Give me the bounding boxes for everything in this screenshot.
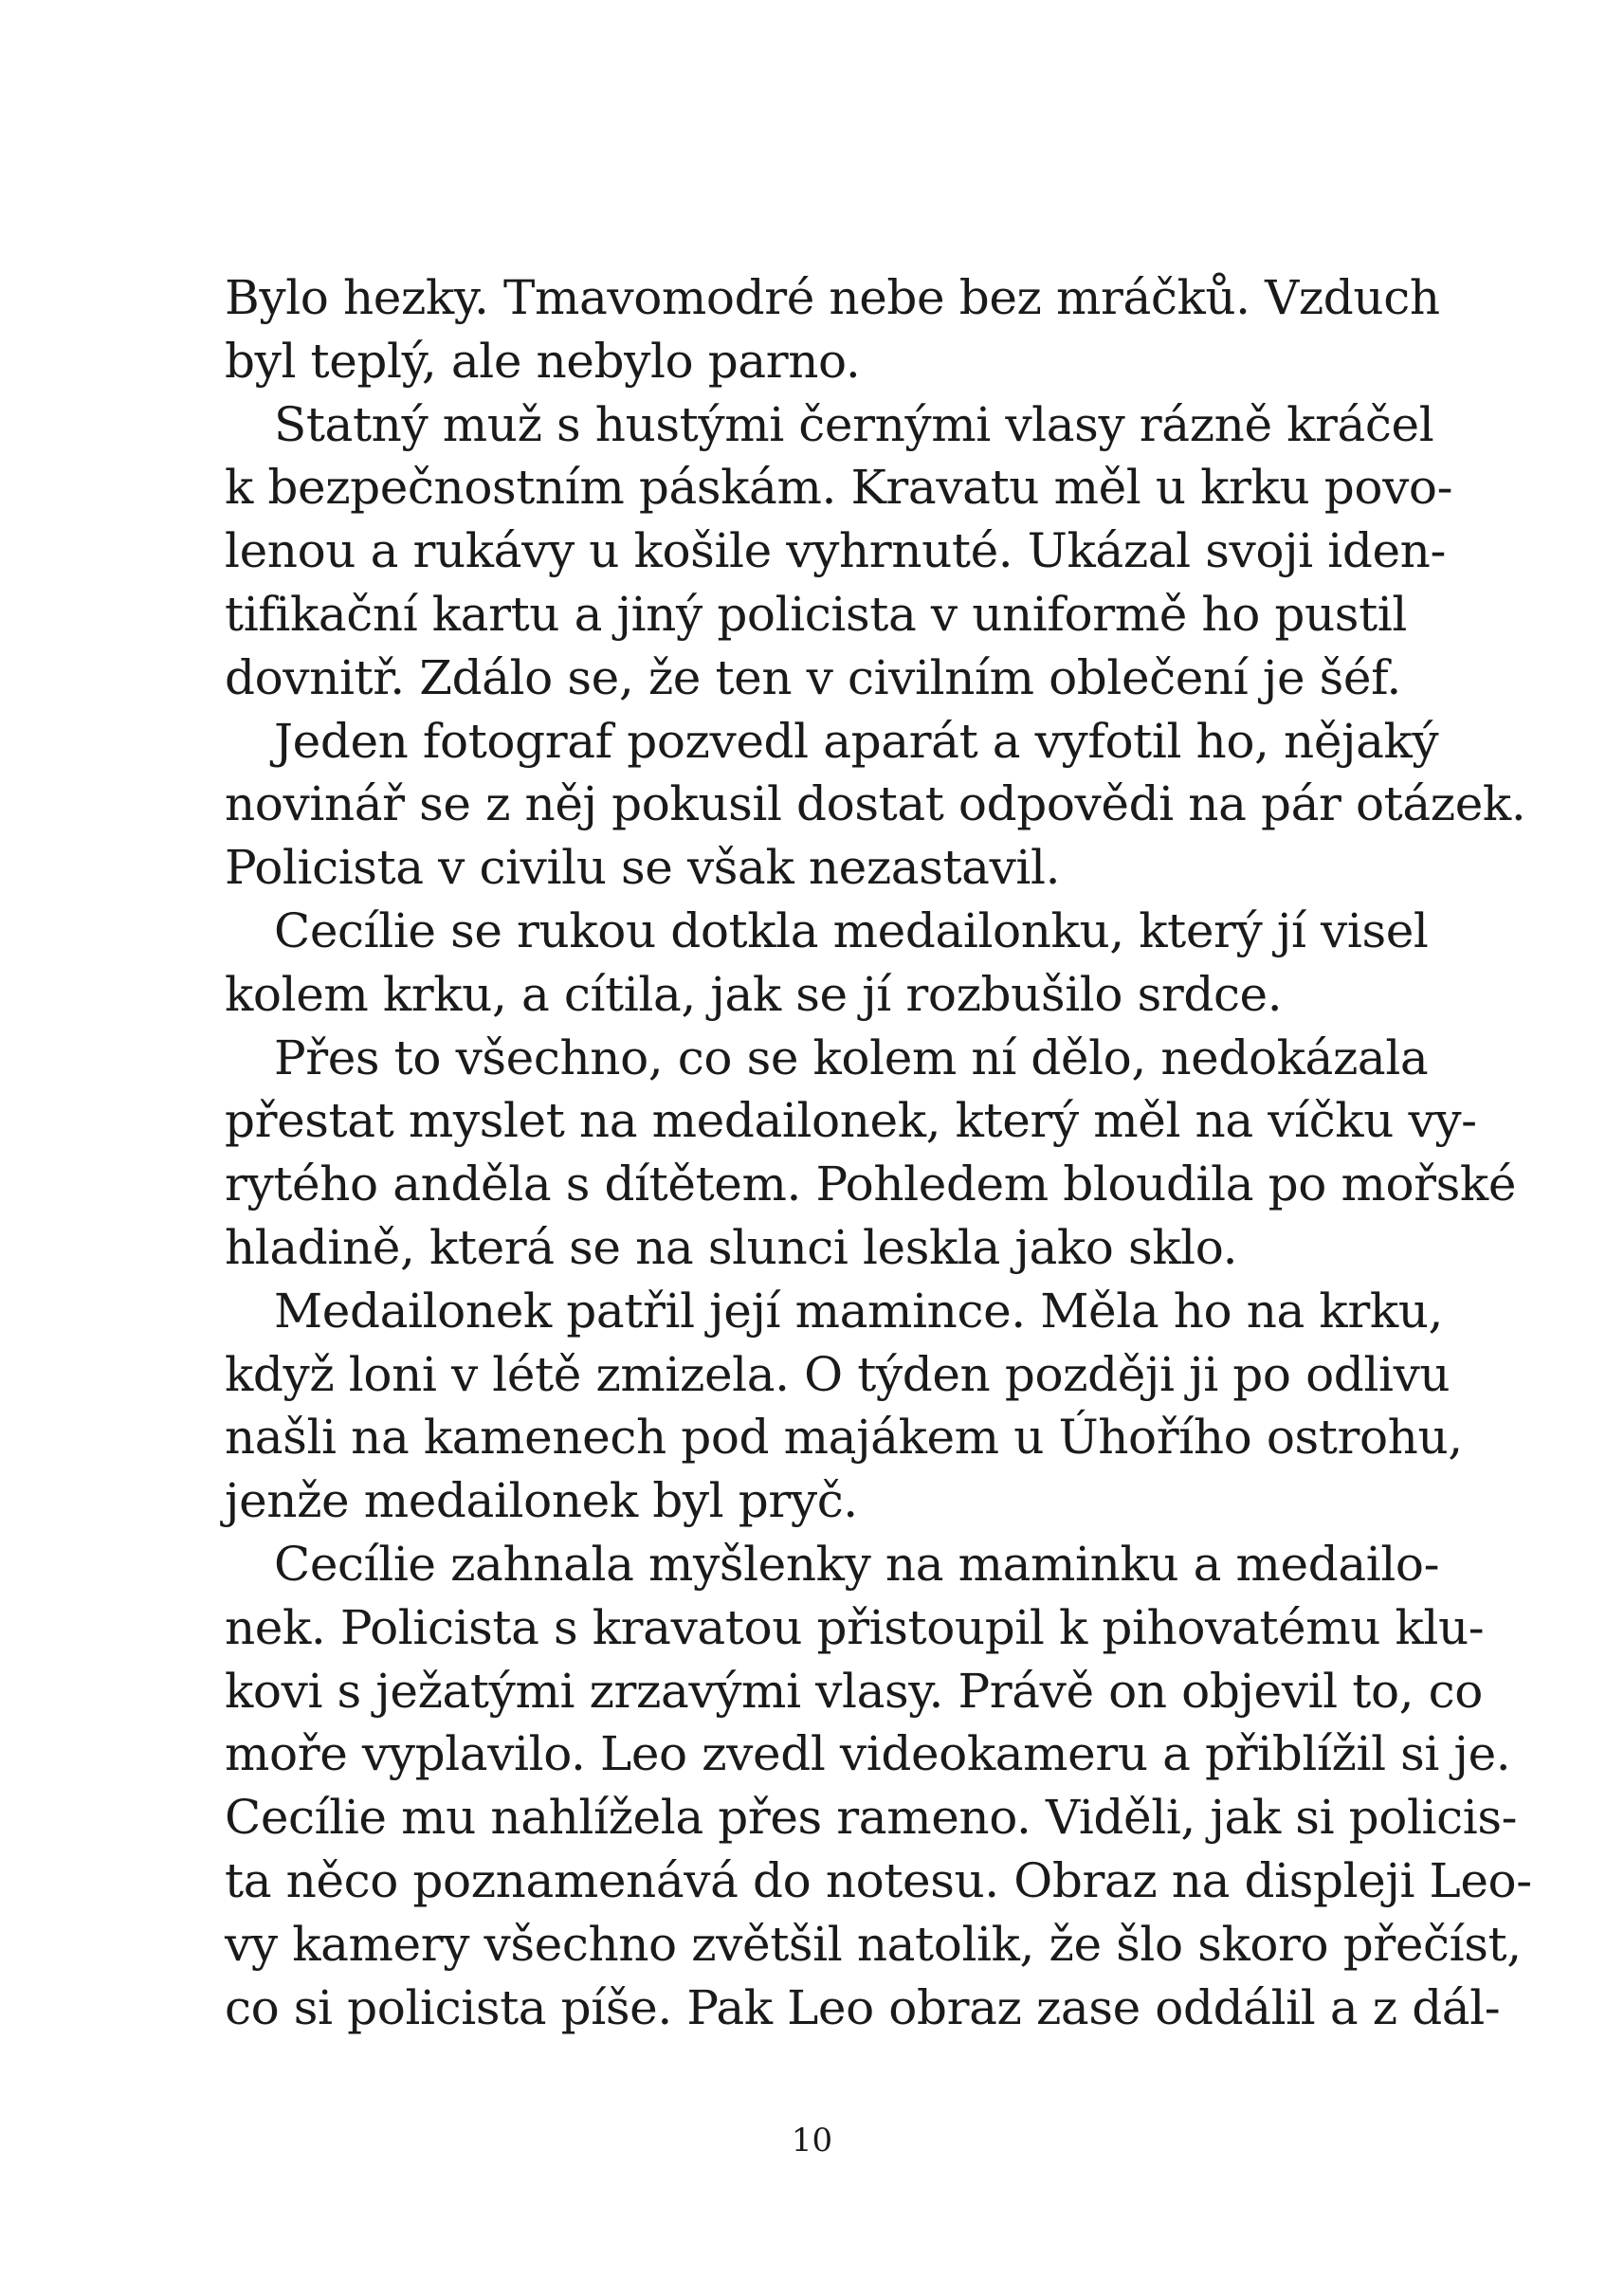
text-line: Přes to všechno, co se kolem ní dělo, nedokázala <box>274 1030 1429 1085</box>
text-line: jenže medailonek byl pryč. <box>225 1473 858 1529</box>
text-line: moře vyplavilo. Leo zvedl videokameru a přiblížil si je. <box>225 1726 1511 1782</box>
paragraph <box>225 1533 1532 2039</box>
text-line: Cecílie se rukou dotkla medailonku, který jí visel <box>274 902 1429 958</box>
paragraph <box>225 710 1526 900</box>
text-line: Cecílie zahnala myšlenky na maminku a medailo- <box>274 1536 1440 1592</box>
text-line: Jeden fotograf pozvedl aparát a vyfotil ho, nějaký <box>274 713 1439 769</box>
paragraph <box>225 1280 1463 1533</box>
text-line: Bylo hezky. Tmavomodré nebe bez mráčků. Vzduch <box>225 270 1440 325</box>
text-line: vy kamery všechno zvětšil natolik, že šlo skoro přečíst, <box>225 1916 1522 1972</box>
text-line: dovnitř. Zdálo se, že ten v civilním oblečení je šéf. <box>225 649 1401 705</box>
text-line: Statný muž s hustými černými vlasy rázně kráčel <box>274 396 1434 452</box>
paragraph <box>225 266 1440 393</box>
text-line: tifikační kartu a jiný policista v uniformě ho pustil <box>225 586 1407 642</box>
text-line: ta něco poznamenává do notesu. Obraz na displeji Leo- <box>225 1852 1532 1908</box>
body-text <box>225 266 1532 2039</box>
text-line: rytého anděla s dítětem. Pohledem bloudila po mořské <box>225 1157 1517 1212</box>
text-line: Medailonek patřil její mamince. Měla ho na krku, <box>274 1283 1444 1339</box>
paragraph <box>225 1027 1517 1280</box>
text-line: když loni v létě zmizela. O týden později ji po odlivu <box>225 1346 1451 1402</box>
paragraph <box>225 393 1453 710</box>
text-line: Cecílie mu nahlížela přes rameno. Viděli, jak si policis- <box>225 1790 1518 1846</box>
text-line: nek. Policista s kravatou přistoupil k pihovatému klu- <box>225 1599 1485 1655</box>
text-line: přestat myslet na medailonek, který měl na víčku vy- <box>225 1093 1477 1149</box>
text-line: novinář se z něj pokusil dostat odpovědi na pár otázek. <box>225 776 1526 832</box>
text-line: k bezpečnostním páskám. Kravatu měl u krku povo- <box>225 460 1453 516</box>
page-number: 10 <box>791 2122 833 2159</box>
text-line: byl teplý, ale nebylo parno. <box>225 333 861 389</box>
text-line: kolem krku, a cítila, jak se jí rozbušilo srdce. <box>225 966 1283 1022</box>
text-line: co si policista píše. Pak Leo obraz zase oddálil a z dál- <box>225 1979 1501 2035</box>
text-line: našli na kamenech pod majákem u Úhořího ostrohu, <box>225 1410 1463 1466</box>
paragraph <box>225 900 1429 1027</box>
text-line: Policista v civilu se však nezastavil. <box>225 840 1061 896</box>
text-line: lenou a rukávy u košile vyhrnuté. Ukázal svoji iden- <box>225 523 1446 579</box>
text-line: hladině, která se na slunci leskla jako sklo. <box>225 1219 1238 1275</box>
text-line: kovi s ježatými zrzavými vlasy. Právě on objevil to, co <box>225 1663 1483 1719</box>
